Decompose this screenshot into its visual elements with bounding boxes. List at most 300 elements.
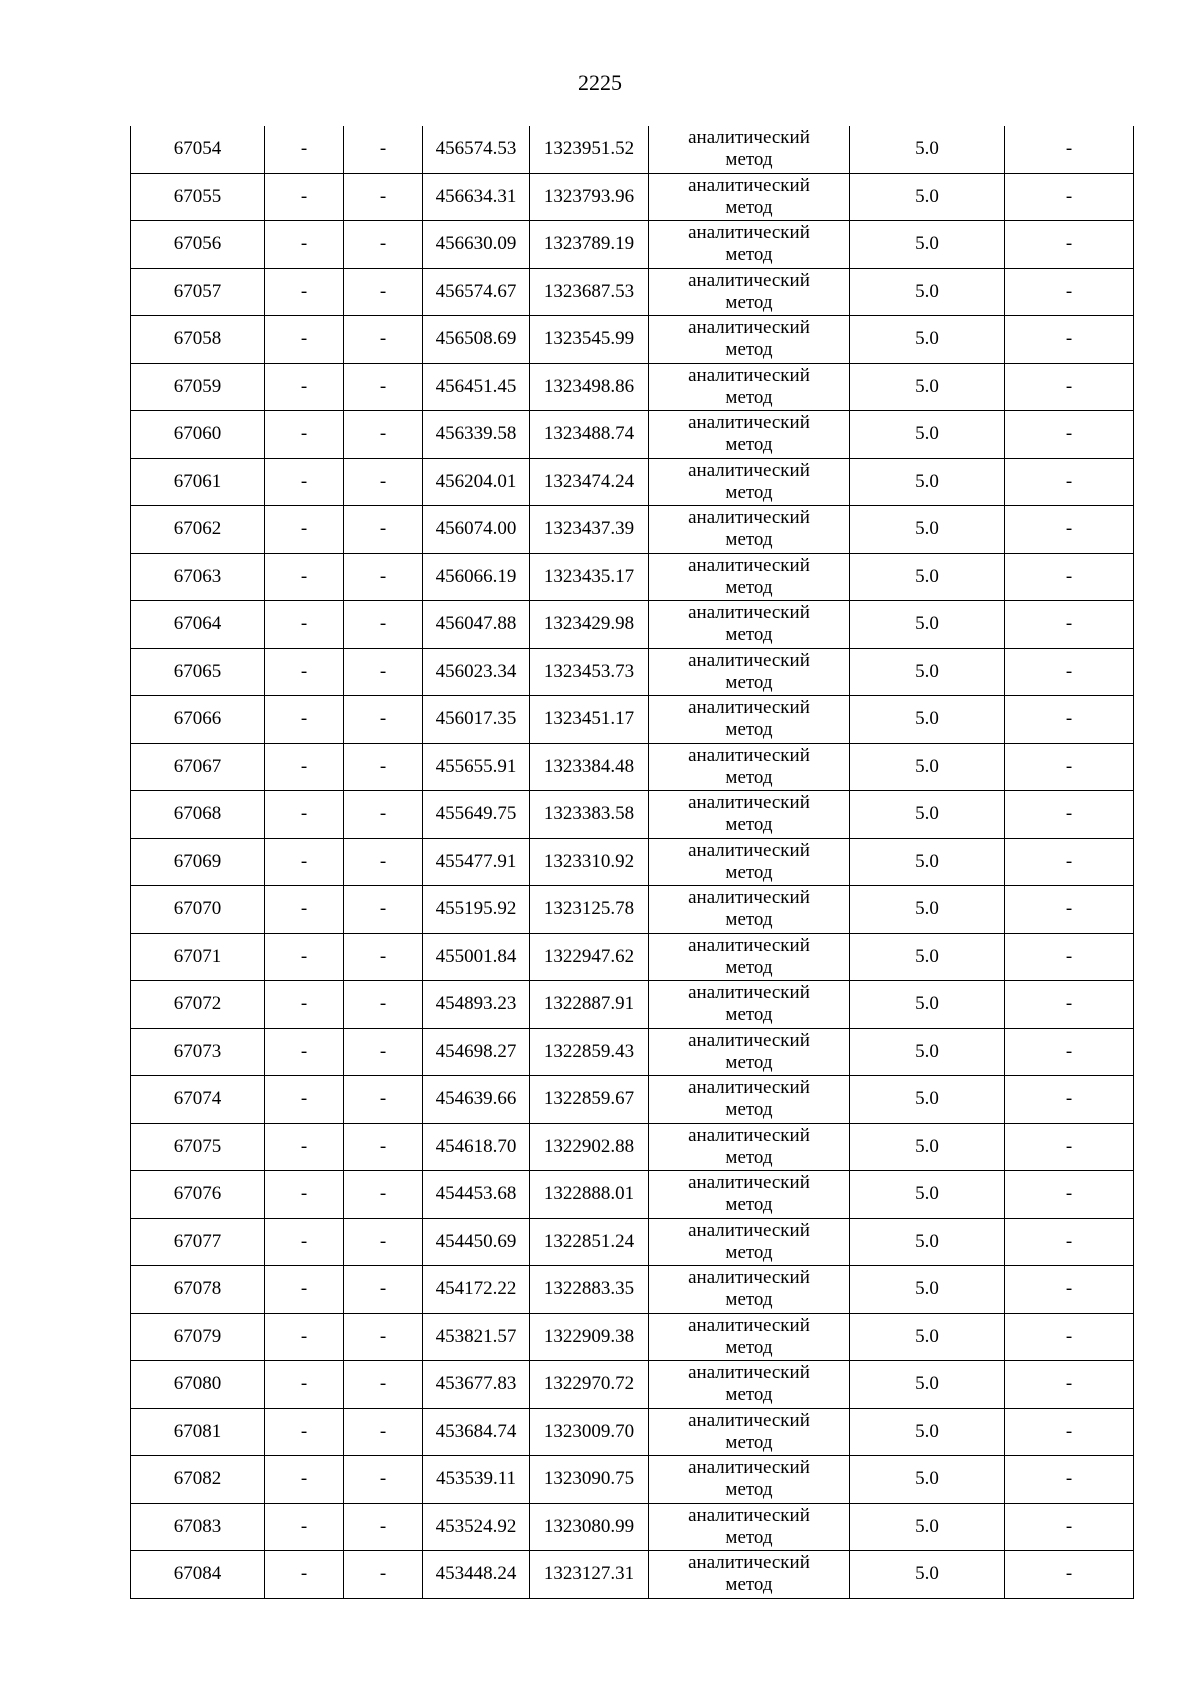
method-line-2: метод [725, 1241, 773, 1263]
table-row [131, 553, 1134, 601]
empty-dash-cell: - [344, 838, 423, 886]
coordinate-y-cell: 1323080.99 [530, 1503, 649, 1551]
coordinate-y-cell: 1322883.35 [530, 1266, 649, 1314]
coordinate-x-cell: 456023.34 [423, 648, 530, 696]
coordinate-x-cell: 456066.19 [423, 553, 530, 601]
coordinate-y-cell: 1322859.67 [530, 1076, 649, 1124]
table-row [131, 1503, 1134, 1551]
method-line-2: метод [725, 719, 773, 741]
point-number-cell: 67065 [131, 648, 265, 696]
point-number-cell: 67066 [131, 696, 265, 744]
empty-dash-cell: - [344, 553, 423, 601]
accuracy-cell: 5.0 [850, 411, 1005, 459]
method-cell [649, 1503, 850, 1551]
accuracy-cell: 5.0 [850, 933, 1005, 981]
empty-dash-cell: - [344, 791, 423, 839]
empty-dash-cell: - [1005, 1551, 1134, 1599]
method-line-1: аналитический [688, 1314, 810, 1336]
empty-dash-cell: - [344, 1076, 423, 1124]
accuracy-cell: 5.0 [850, 1171, 1005, 1219]
table-row [131, 268, 1134, 316]
empty-dash-cell: - [265, 886, 344, 934]
coordinate-x-cell: 453684.74 [423, 1408, 530, 1456]
coordinate-x-cell: 456074.00 [423, 506, 530, 554]
empty-dash-cell: - [1005, 696, 1134, 744]
empty-dash-cell: - [265, 126, 344, 173]
coordinate-x-cell: 456574.53 [423, 126, 530, 173]
method-line-1: аналитический [688, 412, 810, 434]
empty-dash-cell: - [1005, 601, 1134, 649]
coordinate-x-cell: 453821.57 [423, 1313, 530, 1361]
empty-dash-cell: - [1005, 838, 1134, 886]
empty-dash-cell: - [265, 363, 344, 411]
coordinate-x-cell: 454618.70 [423, 1123, 530, 1171]
coordinate-y-cell: 1323009.70 [530, 1408, 649, 1456]
accuracy-cell: 5.0 [850, 1313, 1005, 1361]
empty-dash-cell: - [265, 553, 344, 601]
table-row [131, 696, 1134, 744]
method-line-2: метод [725, 339, 773, 361]
point-number-cell: 67058 [131, 316, 265, 364]
table-row [131, 886, 1134, 934]
method-line-1: аналитический [688, 1267, 810, 1289]
empty-dash-cell: - [344, 1456, 423, 1504]
empty-dash-cell: - [1005, 933, 1134, 981]
method-cell [649, 601, 850, 649]
point-number-cell: 67078 [131, 1266, 265, 1314]
accuracy-cell: 5.0 [850, 696, 1005, 744]
empty-dash-cell: - [344, 1408, 423, 1456]
method-cell [649, 743, 850, 791]
table-row [131, 1076, 1134, 1124]
coordinate-x-cell: 454172.22 [423, 1266, 530, 1314]
method-line-1: аналитический [688, 1504, 810, 1526]
method-line-1: аналитический [688, 364, 810, 386]
coordinate-y-cell: 1323951.52 [530, 126, 649, 173]
table-row [131, 1171, 1134, 1219]
method-cell [649, 1028, 850, 1076]
accuracy-cell: 5.0 [850, 886, 1005, 934]
method-cell [649, 1123, 850, 1171]
coordinate-y-cell: 1323384.48 [530, 743, 649, 791]
method-line-2: метод [725, 861, 773, 883]
empty-dash-cell: - [344, 1028, 423, 1076]
empty-dash-cell: - [265, 506, 344, 554]
coordinate-y-cell: 1323310.92 [530, 838, 649, 886]
method-line-1: аналитический [688, 174, 810, 196]
table-row [131, 1313, 1134, 1361]
method-cell [649, 553, 850, 601]
method-cell [649, 1408, 850, 1456]
table-row [131, 1551, 1134, 1599]
coordinate-x-cell: 453524.92 [423, 1503, 530, 1551]
table-row [131, 506, 1134, 554]
accuracy-cell: 5.0 [850, 221, 1005, 269]
method-line-1: аналитический [688, 697, 810, 719]
empty-dash-cell: - [344, 268, 423, 316]
coordinate-y-cell: 1323545.99 [530, 316, 649, 364]
method-cell [649, 316, 850, 364]
method-line-1: аналитический [688, 649, 810, 671]
point-number-cell: 67072 [131, 981, 265, 1029]
table-row [131, 1361, 1134, 1409]
empty-dash-cell: - [1005, 553, 1134, 601]
method-line-1: аналитический [688, 1172, 810, 1194]
point-number-cell: 67063 [131, 553, 265, 601]
coordinate-x-cell: 454450.69 [423, 1218, 530, 1266]
page-number: 2225 [578, 70, 622, 95]
accuracy-cell: 5.0 [850, 1503, 1005, 1551]
table-row [131, 1408, 1134, 1456]
point-number-cell: 67081 [131, 1408, 265, 1456]
method-line-2: метод [725, 1099, 773, 1121]
empty-dash-cell: - [1005, 981, 1134, 1029]
empty-dash-cell: - [265, 1171, 344, 1219]
empty-dash-cell: - [265, 316, 344, 364]
point-number-cell: 67061 [131, 458, 265, 506]
table-row [131, 363, 1134, 411]
empty-dash-cell: - [265, 221, 344, 269]
method-line-2: метод [725, 1526, 773, 1548]
method-line-1: аналитический [688, 1029, 810, 1051]
method-line-1: аналитический [688, 887, 810, 909]
empty-dash-cell: - [265, 933, 344, 981]
accuracy-cell: 5.0 [850, 363, 1005, 411]
method-line-1: аналитический [688, 1362, 810, 1384]
table-row [131, 221, 1134, 269]
point-number-cell: 67076 [131, 1171, 265, 1219]
empty-dash-cell: - [344, 1218, 423, 1266]
empty-dash-cell: - [265, 1266, 344, 1314]
method-line-1: аналитический [688, 982, 810, 1004]
point-number-cell: 67064 [131, 601, 265, 649]
empty-dash-cell: - [1005, 126, 1134, 173]
method-line-2: метод [725, 1336, 773, 1358]
empty-dash-cell: - [1005, 411, 1134, 459]
empty-dash-cell: - [344, 743, 423, 791]
empty-dash-cell: - [265, 601, 344, 649]
method-line-2: метод [725, 291, 773, 313]
empty-dash-cell: - [344, 1551, 423, 1599]
coordinate-y-cell: 1323498.86 [530, 363, 649, 411]
empty-dash-cell: - [1005, 1456, 1134, 1504]
empty-dash-cell: - [265, 173, 344, 221]
accuracy-cell: 5.0 [850, 1456, 1005, 1504]
method-line-2: метод [725, 1146, 773, 1168]
coordinates-table-body [131, 126, 1134, 1598]
point-number-cell: 67084 [131, 1551, 265, 1599]
coordinate-x-cell: 453677.83 [423, 1361, 530, 1409]
accuracy-cell: 5.0 [850, 173, 1005, 221]
method-cell [649, 1361, 850, 1409]
method-line-2: метод [725, 244, 773, 266]
method-cell [649, 696, 850, 744]
method-cell [649, 1456, 850, 1504]
point-number-cell: 67057 [131, 268, 265, 316]
method-line-2: метод [725, 1194, 773, 1216]
empty-dash-cell: - [344, 648, 423, 696]
accuracy-cell: 5.0 [850, 1408, 1005, 1456]
empty-dash-cell: - [1005, 886, 1134, 934]
method-line-1: аналитический [688, 1124, 810, 1146]
coordinate-y-cell: 1323090.75 [530, 1456, 649, 1504]
empty-dash-cell: - [265, 1028, 344, 1076]
method-line-2: метод [725, 1574, 773, 1596]
point-number-cell: 67068 [131, 791, 265, 839]
empty-dash-cell: - [265, 791, 344, 839]
coordinate-x-cell: 454639.66 [423, 1076, 530, 1124]
method-line-2: метод [725, 956, 773, 978]
method-line-1: аналитический [688, 127, 810, 149]
coordinate-x-cell: 456339.58 [423, 411, 530, 459]
method-line-1: аналитический [688, 1552, 810, 1574]
accuracy-cell: 5.0 [850, 601, 1005, 649]
empty-dash-cell: - [265, 1076, 344, 1124]
point-number-cell: 67073 [131, 1028, 265, 1076]
empty-dash-cell: - [1005, 268, 1134, 316]
table-row [131, 458, 1134, 506]
method-line-2: метод [725, 909, 773, 931]
method-cell [649, 1171, 850, 1219]
empty-dash-cell: - [265, 696, 344, 744]
point-number-cell: 67069 [131, 838, 265, 886]
empty-dash-cell: - [265, 1551, 344, 1599]
method-cell [649, 363, 850, 411]
method-cell [649, 648, 850, 696]
coordinate-y-cell: 1323453.73 [530, 648, 649, 696]
empty-dash-cell: - [1005, 1076, 1134, 1124]
method-cell [649, 458, 850, 506]
empty-dash-cell: - [344, 126, 423, 173]
method-line-2: метод [725, 196, 773, 218]
coordinate-x-cell: 456634.31 [423, 173, 530, 221]
point-number-cell: 67080 [131, 1361, 265, 1409]
point-number-cell: 67067 [131, 743, 265, 791]
empty-dash-cell: - [265, 411, 344, 459]
accuracy-cell: 5.0 [850, 268, 1005, 316]
coordinate-y-cell: 1323125.78 [530, 886, 649, 934]
method-cell [649, 791, 850, 839]
table-row [131, 1123, 1134, 1171]
empty-dash-cell: - [265, 648, 344, 696]
method-cell [649, 173, 850, 221]
empty-dash-cell: - [344, 601, 423, 649]
coordinate-y-cell: 1323435.17 [530, 553, 649, 601]
coordinate-x-cell: 456017.35 [423, 696, 530, 744]
point-number-cell: 67083 [131, 1503, 265, 1551]
coordinate-x-cell: 455649.75 [423, 791, 530, 839]
method-line-1: аналитический [688, 269, 810, 291]
coordinate-x-cell: 455655.91 [423, 743, 530, 791]
table-row [131, 933, 1134, 981]
table-row [131, 981, 1134, 1029]
accuracy-cell: 5.0 [850, 1123, 1005, 1171]
empty-dash-cell: - [1005, 363, 1134, 411]
method-line-2: метод [725, 1289, 773, 1311]
method-cell [649, 411, 850, 459]
coordinate-x-cell: 455001.84 [423, 933, 530, 981]
empty-dash-cell: - [265, 981, 344, 1029]
coordinate-x-cell: 453448.24 [423, 1551, 530, 1599]
table-row [131, 173, 1134, 221]
method-line-2: метод [725, 576, 773, 598]
coordinate-x-cell: 456574.67 [423, 268, 530, 316]
accuracy-cell: 5.0 [850, 553, 1005, 601]
method-cell [649, 1266, 850, 1314]
point-number-cell: 67055 [131, 173, 265, 221]
coordinate-y-cell: 1323437.39 [530, 506, 649, 554]
table-row [131, 1456, 1134, 1504]
coordinate-y-cell: 1323789.19 [530, 221, 649, 269]
empty-dash-cell: - [344, 933, 423, 981]
accuracy-cell: 5.0 [850, 648, 1005, 696]
method-line-1: аналитический [688, 1219, 810, 1241]
accuracy-cell: 5.0 [850, 126, 1005, 173]
empty-dash-cell: - [265, 1503, 344, 1551]
point-number-cell: 67062 [131, 506, 265, 554]
method-line-1: аналитический [688, 839, 810, 861]
empty-dash-cell: - [1005, 1408, 1134, 1456]
empty-dash-cell: - [344, 316, 423, 364]
coordinate-y-cell: 1323451.17 [530, 696, 649, 744]
table-row [131, 791, 1134, 839]
empty-dash-cell: - [344, 1361, 423, 1409]
empty-dash-cell: - [265, 1361, 344, 1409]
empty-dash-cell: - [265, 268, 344, 316]
method-cell [649, 221, 850, 269]
empty-dash-cell: - [265, 458, 344, 506]
coordinate-y-cell: 1323793.96 [530, 173, 649, 221]
empty-dash-cell: - [1005, 1218, 1134, 1266]
coordinate-x-cell: 454698.27 [423, 1028, 530, 1076]
method-line-2: метод [725, 529, 773, 551]
accuracy-cell: 5.0 [850, 1076, 1005, 1124]
method-line-2: метод [725, 386, 773, 408]
method-line-2: метод [725, 624, 773, 646]
empty-dash-cell: - [1005, 791, 1134, 839]
empty-dash-cell: - [265, 1218, 344, 1266]
coordinate-x-cell: 456508.69 [423, 316, 530, 364]
method-cell [649, 1313, 850, 1361]
coordinate-y-cell: 1323687.53 [530, 268, 649, 316]
point-number-cell: 67077 [131, 1218, 265, 1266]
method-line-1: аналитический [688, 934, 810, 956]
point-number-cell: 67074 [131, 1076, 265, 1124]
table-row [131, 1028, 1134, 1076]
method-line-2: метод [725, 434, 773, 456]
method-cell [649, 981, 850, 1029]
empty-dash-cell: - [1005, 1313, 1134, 1361]
table-row [131, 126, 1134, 173]
empty-dash-cell: - [1005, 1503, 1134, 1551]
point-number-cell: 67082 [131, 1456, 265, 1504]
method-line-1: аналитический [688, 317, 810, 339]
coordinate-y-cell: 1322888.01 [530, 1171, 649, 1219]
accuracy-cell: 5.0 [850, 1551, 1005, 1599]
coordinate-y-cell: 1322970.72 [530, 1361, 649, 1409]
empty-dash-cell: - [344, 696, 423, 744]
coordinate-x-cell: 455195.92 [423, 886, 530, 934]
method-line-2: метод [725, 1051, 773, 1073]
accuracy-cell: 5.0 [850, 1266, 1005, 1314]
empty-dash-cell: - [1005, 1171, 1134, 1219]
empty-dash-cell: - [265, 743, 344, 791]
point-number-cell: 67056 [131, 221, 265, 269]
accuracy-cell: 5.0 [850, 1028, 1005, 1076]
method-line-1: аналитический [688, 507, 810, 529]
table-row [131, 411, 1134, 459]
method-cell [649, 838, 850, 886]
empty-dash-cell: - [344, 411, 423, 459]
coordinate-y-cell: 1323127.31 [530, 1551, 649, 1599]
empty-dash-cell: - [1005, 1266, 1134, 1314]
table-row [131, 316, 1134, 364]
accuracy-cell: 5.0 [850, 743, 1005, 791]
coordinate-x-cell: 456630.09 [423, 221, 530, 269]
method-cell [649, 126, 850, 173]
coordinate-y-cell: 1322902.88 [530, 1123, 649, 1171]
table-row [131, 838, 1134, 886]
table-row [131, 1218, 1134, 1266]
accuracy-cell: 5.0 [850, 506, 1005, 554]
method-line-1: аналитический [688, 1077, 810, 1099]
coordinates-table [130, 126, 1134, 1599]
method-line-1: аналитический [688, 1409, 810, 1431]
method-line-1: аналитический [688, 744, 810, 766]
method-line-1: аналитический [688, 602, 810, 624]
empty-dash-cell: - [344, 981, 423, 1029]
empty-dash-cell: - [344, 363, 423, 411]
accuracy-cell: 5.0 [850, 838, 1005, 886]
coordinate-y-cell: 1323383.58 [530, 791, 649, 839]
table-row [131, 601, 1134, 649]
empty-dash-cell: - [344, 1503, 423, 1551]
empty-dash-cell: - [265, 1408, 344, 1456]
method-cell [649, 1551, 850, 1599]
method-line-2: метод [725, 481, 773, 503]
coordinate-y-cell: 1322947.62 [530, 933, 649, 981]
empty-dash-cell: - [1005, 648, 1134, 696]
point-number-cell: 67060 [131, 411, 265, 459]
method-cell [649, 933, 850, 981]
point-number-cell: 67059 [131, 363, 265, 411]
coordinate-x-cell: 456451.45 [423, 363, 530, 411]
method-line-2: метод [725, 1384, 773, 1406]
point-number-cell: 67079 [131, 1313, 265, 1361]
empty-dash-cell: - [1005, 458, 1134, 506]
empty-dash-cell: - [265, 1313, 344, 1361]
method-cell [649, 886, 850, 934]
coordinate-y-cell: 1322859.43 [530, 1028, 649, 1076]
method-line-2: метод [725, 671, 773, 693]
method-cell [649, 1076, 850, 1124]
empty-dash-cell: - [344, 1171, 423, 1219]
table-row [131, 1266, 1134, 1314]
coordinate-x-cell: 454893.23 [423, 981, 530, 1029]
empty-dash-cell: - [265, 838, 344, 886]
empty-dash-cell: - [1005, 1123, 1134, 1171]
coordinate-y-cell: 1322887.91 [530, 981, 649, 1029]
empty-dash-cell: - [344, 506, 423, 554]
coordinate-x-cell: 453539.11 [423, 1456, 530, 1504]
point-number-cell: 67054 [131, 126, 265, 173]
method-line-2: метод [725, 1004, 773, 1026]
method-line-2: метод [725, 1479, 773, 1501]
empty-dash-cell: - [1005, 173, 1134, 221]
accuracy-cell: 5.0 [850, 316, 1005, 364]
point-number-cell: 67075 [131, 1123, 265, 1171]
empty-dash-cell: - [1005, 316, 1134, 364]
